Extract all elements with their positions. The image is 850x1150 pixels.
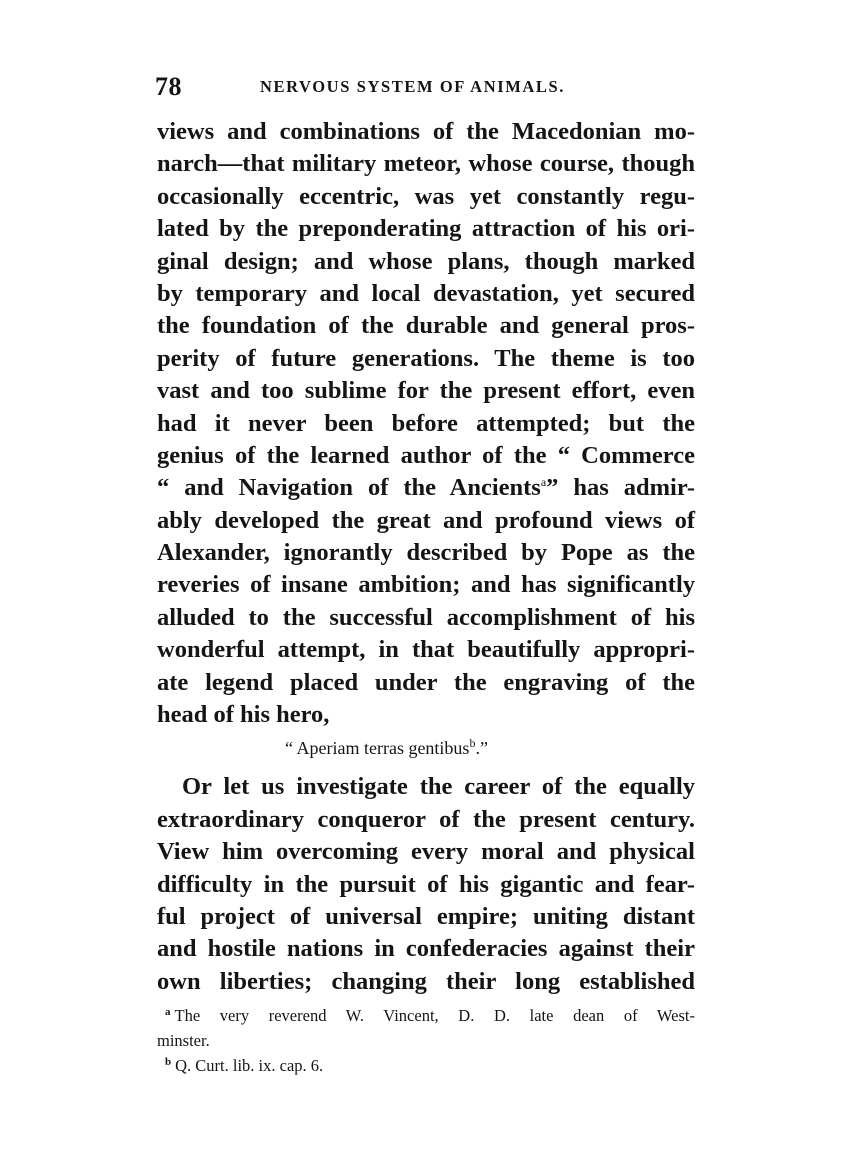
text-line: lated by the preponderating attraction of his ori- <box>157 215 695 243</box>
text-line: and hostile nations in confederacies against their <box>157 935 695 963</box>
text-line: occasionally eccentric, was yet constantly regu- <box>157 182 695 210</box>
text-line: extraordinary conqueror of the present century. <box>157 805 695 833</box>
footnotes <box>157 1003 695 1078</box>
block-quote <box>157 731 695 765</box>
text-line: ful project of universal empire; uniting distant <box>157 902 695 930</box>
text-line: own liberties; changing their long established <box>157 967 695 995</box>
quote-text: “ Aperiam terras gentibus <box>285 738 470 759</box>
text-segment: ” has admir- <box>546 474 695 502</box>
text-line: had it never been before attempted; but the <box>157 409 695 437</box>
text-line: head of his hero, <box>157 701 330 729</box>
text-line: ginal design; and whose plans, though marked <box>157 247 695 275</box>
footnote-b-mark: b <box>165 1055 172 1068</box>
footnote-a-line <box>157 1003 695 1028</box>
footnote-ref-a[interactable]: a <box>540 475 547 490</box>
text-line: views and combinations of the Macedonian mo- <box>157 118 695 145</box>
footnote-b-text: Q. Curt. lib. ix. cap. 6. <box>175 1056 324 1075</box>
text-line: View him overcoming every moral and physical <box>157 838 695 866</box>
text-line: by temporary and local devastation, yet secured <box>157 279 695 307</box>
paragraph-2 <box>157 771 695 998</box>
text-line: difficulty in the pursuit of his gigantic and fear- <box>157 870 695 898</box>
text-line: reveries of insane ambition; and has significantly <box>157 571 695 599</box>
text-line: wonderful attempt, in that beautifully appropri- <box>157 636 695 664</box>
footnote-a-mark: a <box>165 1005 171 1018</box>
text-line: perity of future generations. The theme is too <box>157 344 695 372</box>
text-line: ably developed the great and profound views of <box>157 506 695 534</box>
text-line: alluded to the successful accomplishment of his <box>157 603 695 631</box>
quote-close: .” <box>475 738 488 759</box>
footnote-a-continuation: minster. <box>157 1031 210 1050</box>
footnote-ref-b[interactable]: b <box>469 736 476 751</box>
footnote-a-text: The very reverend W. Vincent, D. D. late dean of West- <box>174 1006 695 1025</box>
body-text <box>157 116 695 998</box>
running-head <box>155 72 695 108</box>
running-title: NERVOUS SYSTEM OF ANIMALS. <box>260 77 566 96</box>
text-line: Or let us investigate the career of the equally <box>182 773 695 801</box>
text-line: ate legend placed under the engraving of the <box>157 668 695 696</box>
text-segment: “ and Navigation of the Ancients <box>157 474 541 502</box>
text-line: the foundation of the durable and general pros- <box>157 312 695 340</box>
text-line-with-footnote-ref <box>157 472 695 504</box>
text-line: vast and too sublime for the present effort, even <box>157 377 695 405</box>
text-line: genius of the learned author of the “ Commerce <box>157 441 695 469</box>
text-line: Alexander, ignorantly described by Pope as the <box>157 539 695 567</box>
page-number: 78 <box>155 72 182 101</box>
text-line: narch—that military meteor, whose course, though <box>157 150 695 178</box>
paragraph-1 <box>157 116 695 731</box>
footnote-b-line <box>157 1053 695 1078</box>
